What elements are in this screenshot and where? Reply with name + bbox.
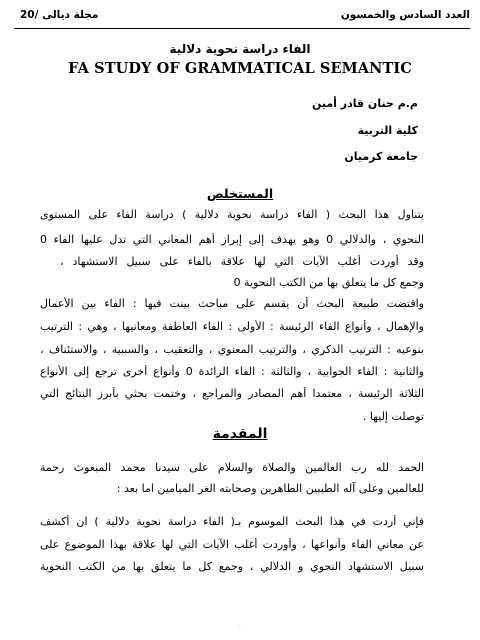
header-divider — [14, 28, 470, 29]
abstract-line: النحوي ، والدلالي 0 وهو يهدف إلى إبراز أهم المعاني التي تدل عليها الفاء 0 — [40, 233, 424, 246]
abstract-line: واقتضت طبيعة البحث أن يقسم على مباحث بينت فيها : الفاء بين الأعمال — [40, 297, 424, 310]
abstract-heading: المستخلص — [206, 186, 274, 201]
abstract-line: يتناول هذا البحث ( الفاء دراسة نحوية دلالية ) دراسة الفاء على المستوى — [40, 208, 424, 221]
introduction-heading: المقدمة — [212, 426, 268, 442]
introduction-line: فإني أردت في هذا البحث الموسوم بـ( الفاء دراسة نحوية دلالية ) ان أكشف — [40, 515, 424, 528]
abstract-line: والإهمال ، وأنواع الفاء الرئيسة : الأولى : الفاء العاطفة ومعانيها ، وهي : الترتيب — [40, 320, 424, 333]
journal-header: مجلة ديالى /20 — [20, 9, 99, 21]
abstract-line: بنوعيه : الترتيب الذكري ، والترتيب المعنوي ، والتعقيب ، والسببية ، والاستئناف ، — [40, 343, 424, 356]
author-name: م.م حنان قادر أمين — [311, 97, 418, 110]
introduction-line: عن معاني الفاء وأنواعها ، وأوردت أغلب الآيات التي لها علاقة بهذا الموضوع على — [40, 538, 424, 551]
issue-header: العدد السادس والخمسون — [340, 9, 470, 21]
arabic-title: الفاء دراسة نحوية دلالية — [169, 42, 311, 56]
footer-mark: · — [239, 623, 241, 630]
english-title: FA STUDY OF GRAMMATICAL SEMANTIC — [68, 60, 412, 77]
abstract-line: والثانية : الفاء الجوابية ، والثالثة : الفاء الزائدة 0 وأنواع أخرى ترجع إلى الأنواع — [40, 365, 424, 378]
abstract-line: وقد أوردت أغلب الآيات التي لها علاقة بالفاء على سبيل الاستشهاد ، — [60, 255, 424, 268]
abstract-line: توصلت إليها . — [362, 410, 424, 423]
introduction-line: للعالمين وعلى آله الطيبين الطاهرين وصحابته الغر الميامين اما بعد : — [116, 482, 424, 495]
abstract-line: وجمع كل ما يتعلق بها من الكتب النحوية 0 — [233, 276, 424, 289]
introduction-line: سبيل الاستشهاد النحوي و الدلالي ، وجمع كل ما يتعلق بها من الكتب النحوية — [40, 560, 424, 573]
author-college: كلية التربية — [357, 124, 418, 137]
introduction-line: الحمد لله رب العالمين والصلاة والسلام على سيدنا محمد المبعوث رحمة — [40, 461, 424, 474]
author-university: جامعة كرميان — [344, 150, 418, 163]
abstract-line: الثلاثة الرئيسة ، معتمدا أهم المصادر والمراجع ، وختمت بحثي بأبرز النتائج التي — [40, 387, 424, 400]
